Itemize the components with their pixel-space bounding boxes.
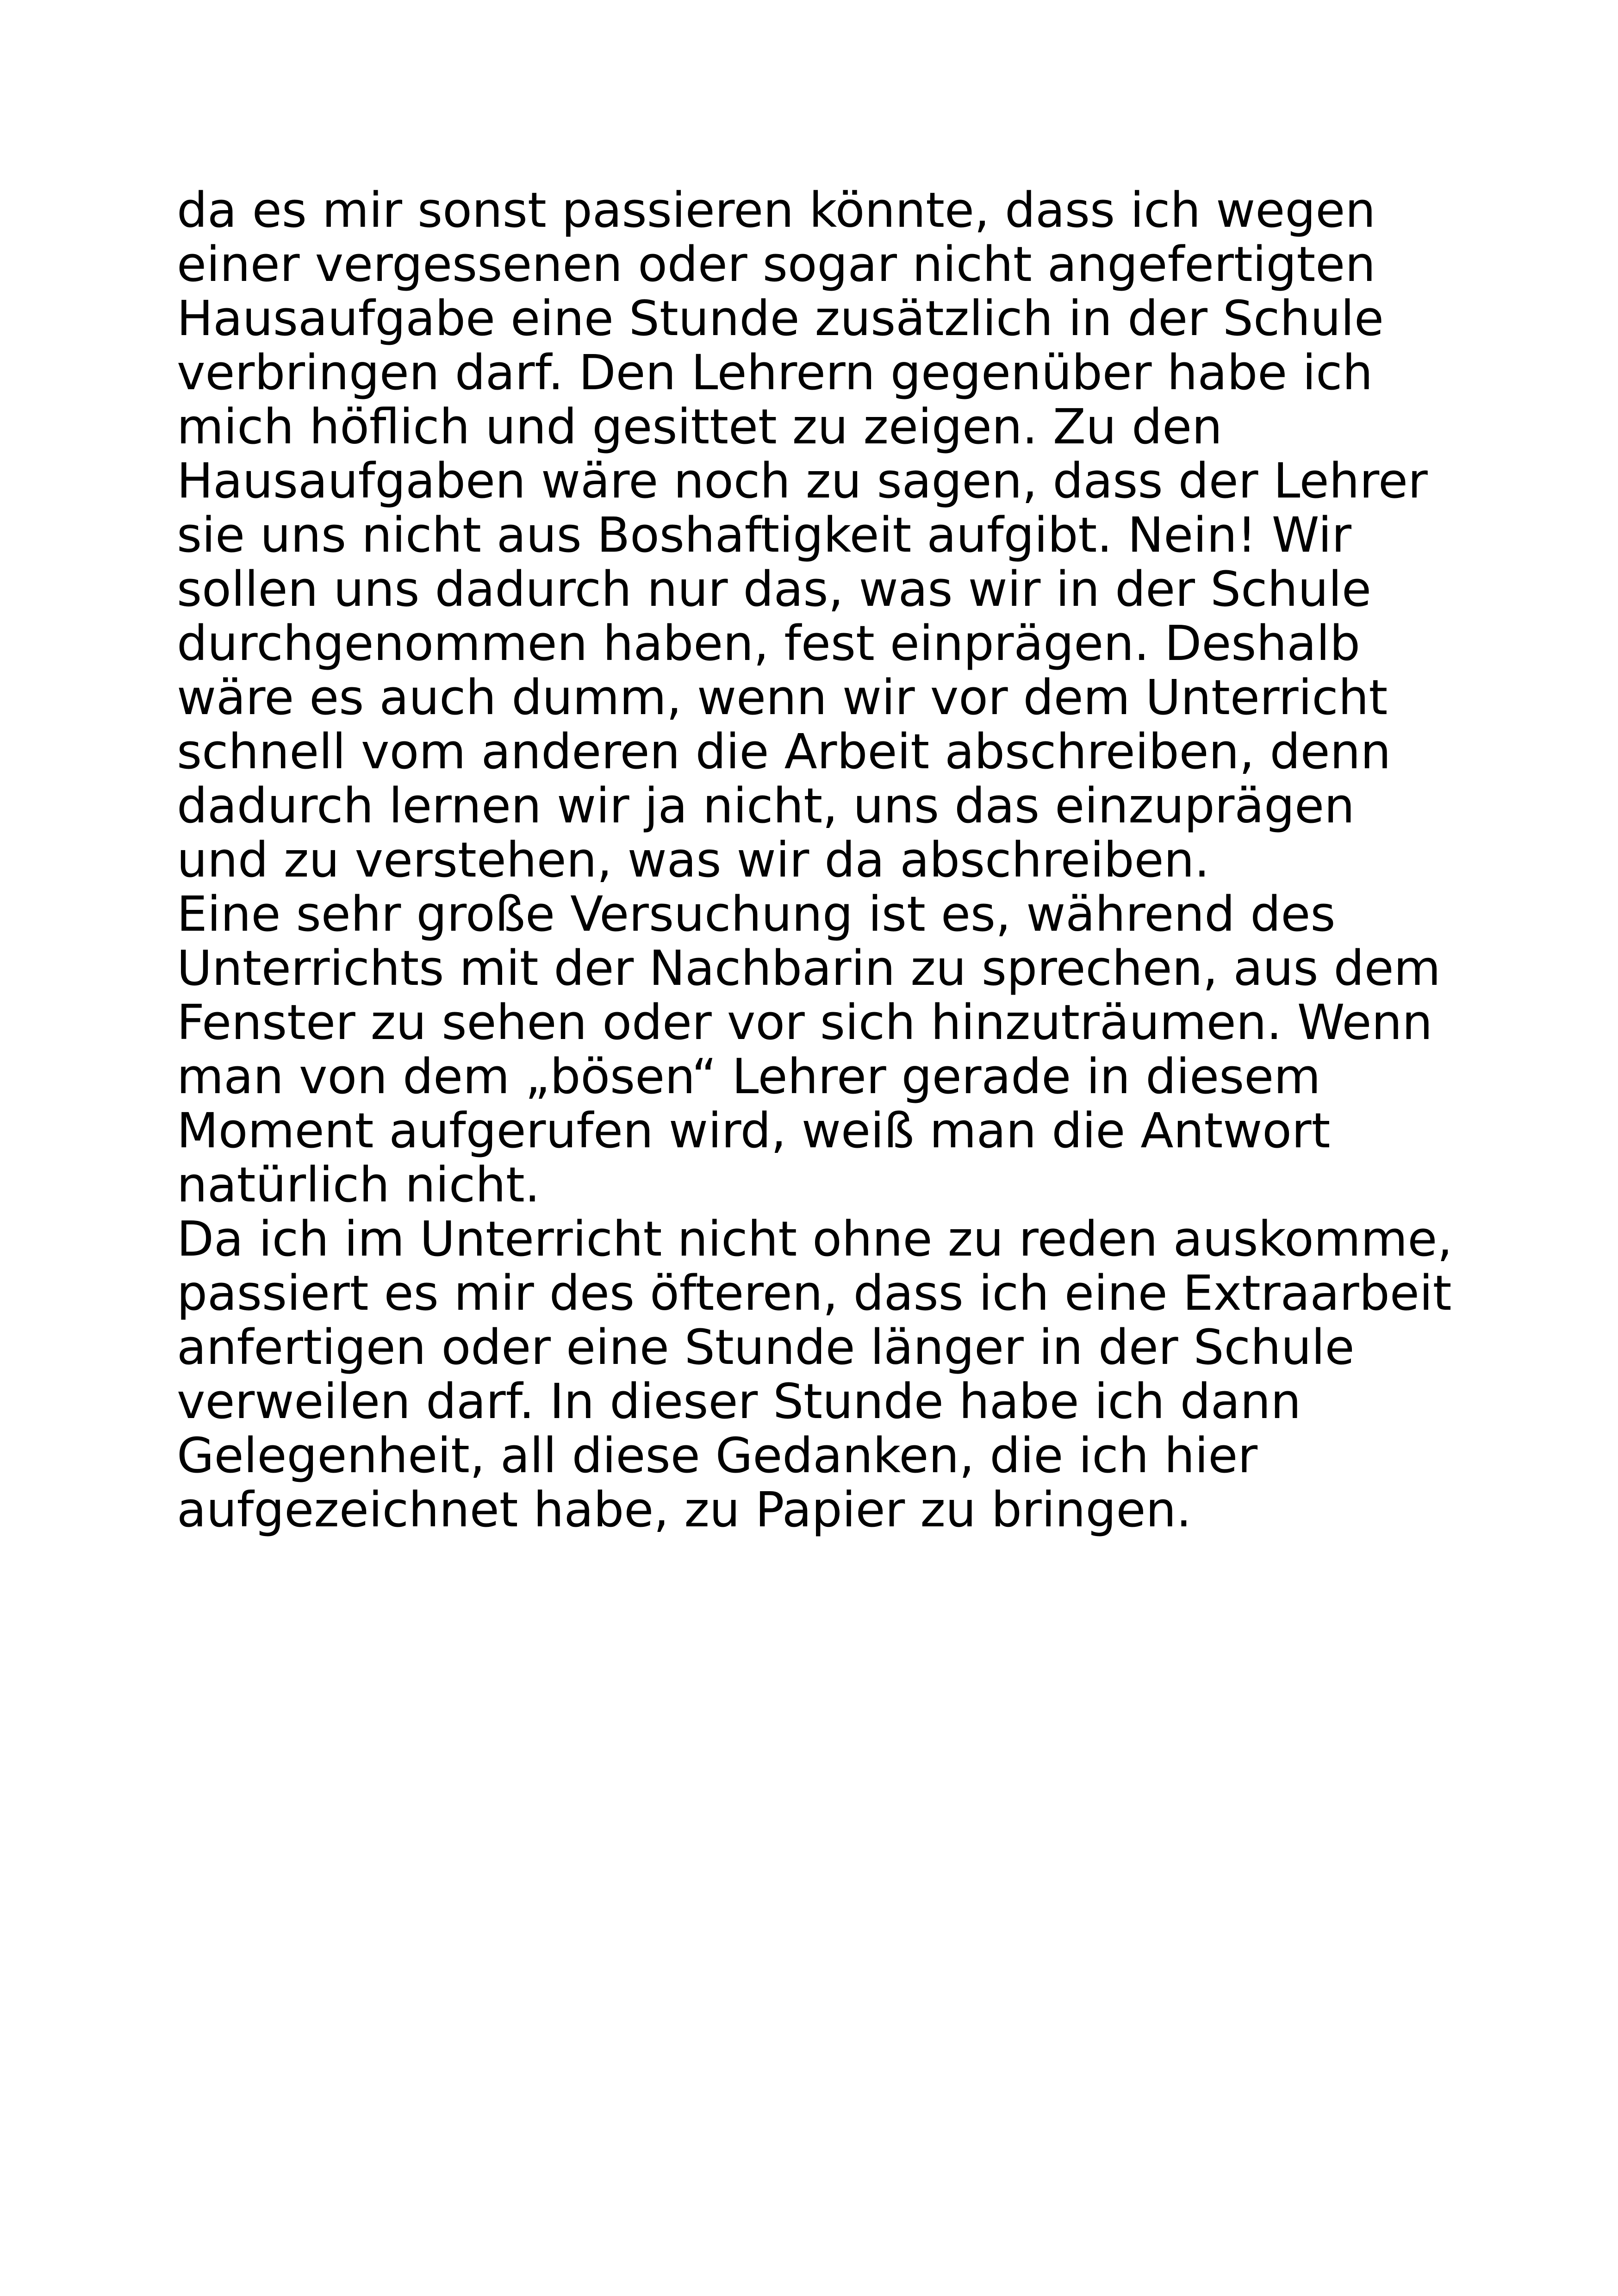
text-line-20: Da ich im Unterricht nicht ohne zu reden auskomme, xyxy=(177,1211,1453,1267)
text-line-7: sie uns nicht aus Boshaftigkeit aufgibt. Nein! Wir xyxy=(177,507,1351,563)
text-line-17: man von dem „bösen“ Lehrer gerade in diesem xyxy=(177,1048,1321,1105)
text-line-24: Gelegenheit, all diese Gedanken, die ich hier xyxy=(177,1427,1258,1484)
text-line-25: aufgezeichnet habe, zu Papier zu bringen. xyxy=(177,1481,1192,1538)
text-line-6: Hausaufgaben wäre noch zu sagen, dass der Lehrer xyxy=(177,453,1428,509)
text-line-3: Hausaufgabe eine Stunde zusätzlich in der Schule xyxy=(177,290,1384,347)
body-text xyxy=(177,183,1463,1537)
text-line-5: mich höflich und gesittet zu zeigen. Zu den xyxy=(177,398,1223,455)
text-line-1: da es mir sonst passieren könnte, dass ich wegen xyxy=(177,182,1376,238)
text-line-13: und zu verstehen, was wir da abschreiben. xyxy=(177,832,1210,888)
text-line-19: natürlich nicht. xyxy=(177,1157,540,1213)
text-line-23: verweilen darf. In dieser Stunde habe ich dann xyxy=(177,1373,1301,1430)
text-line-8: sollen uns dadurch nur das, was wir in der Schule xyxy=(177,561,1372,617)
text-line-16: Fenster zu sehen oder vor sich hinzuträumen. Wenn xyxy=(177,994,1433,1051)
text-line-10: wäre es auch dumm, wenn wir vor dem Unterricht xyxy=(177,669,1388,726)
text-line-12: dadurch lernen wir ja nicht, uns das einzuprägen xyxy=(177,778,1355,834)
text-line-15: Unterrichts mit der Nachbarin zu sprechen, aus dem xyxy=(177,940,1441,996)
text-line-14: Eine sehr große Versuchung ist es, während des xyxy=(177,886,1336,942)
text-line-22: anfertigen oder eine Stunde länger in der Schule xyxy=(177,1319,1355,1375)
text-line-2: einer vergessenen oder sogar nicht angefertigten xyxy=(177,236,1376,292)
text-line-11: schnell vom anderen die Arbeit abschreiben, denn xyxy=(177,723,1391,780)
text-line-21: passiert es mir des öfteren, dass ich eine Extraarbeit xyxy=(177,1265,1452,1321)
text-line-4: verbringen darf. Den Lehrern gegenüber habe ich xyxy=(177,344,1373,401)
text-line-18: Moment aufgerufen wird, weiß man die Antwort xyxy=(177,1102,1331,1159)
text-line-9: durchgenommen haben, fest einprägen. Deshalb xyxy=(177,615,1361,672)
